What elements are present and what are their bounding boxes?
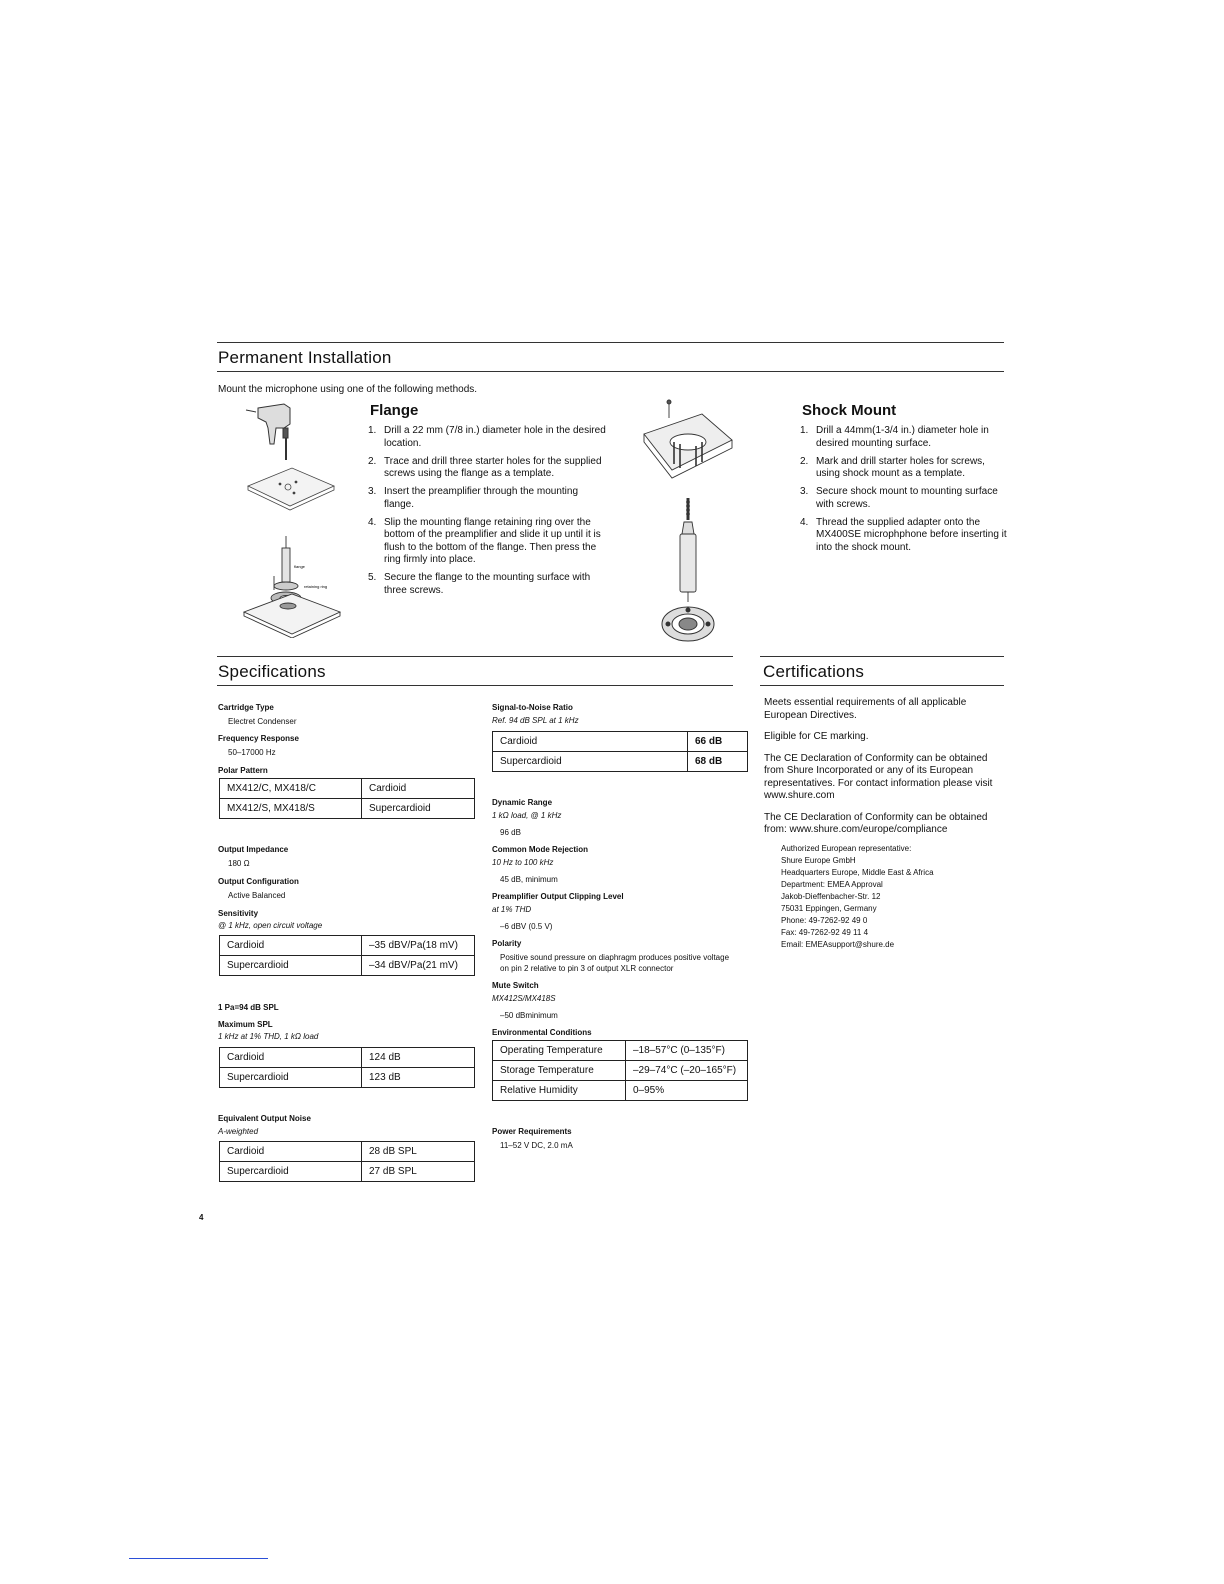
table-row: MX412/S, MX418/S Supercardioid xyxy=(220,799,475,819)
equivalent-output-noise-label: Equivalent Output Noise xyxy=(218,1114,311,1123)
shock-mount-step: 1. Drill a 44mm(1-3/4 in.) diameter hole in desired mounting surface. xyxy=(800,425,989,449)
table-row: Storage Temperature –29–74°C (–20–165°F) xyxy=(493,1061,748,1081)
cartridge-type-value: Electret Condenser xyxy=(228,717,297,726)
shock-mount-step: 4. Thread the supplied adapter onto the MX400SE microphphone before inserting it into the shock mount. xyxy=(800,516,1007,553)
output-impedance-value: 180 Ω xyxy=(228,859,250,868)
output-configuration-label: Output Configuration xyxy=(218,877,299,886)
rule-under-cert-title xyxy=(760,685,1004,686)
mounting-board-icon xyxy=(248,468,334,510)
certifications-text xyxy=(764,697,1004,846)
flange-illustration xyxy=(236,398,356,638)
cmr-note: 10 Hz to 100 kHz xyxy=(492,858,554,867)
address-line: Department: EMEA Approval xyxy=(781,880,883,889)
table-row: Supercardioid –34 dBV/Pa(21 mV) xyxy=(220,956,475,976)
address-line: Jakob-Dieffenbacher-Str. 12 xyxy=(781,892,881,901)
cert-paragraph: The CE Declaration of Conformity can be obtained from Shure Incorporated or any of its European representatives. For contact information please visit www.shure.com xyxy=(764,752,993,801)
address-line: Headquarters Europe, Middle East & Africa xyxy=(781,868,934,877)
snr-note: Ref. 94 dB SPL at 1 kHz xyxy=(492,716,579,725)
flange-step: 2. Trace and drill three starter holes for the supplied screws using the flange as a template. xyxy=(368,455,602,479)
intro-text: Mount the microphone using one of the following methods. xyxy=(218,384,478,395)
table-row: Cardioid –35 dBV/Pa(18 mV) xyxy=(220,936,475,956)
power-requirements-value: 11–52 V DC, 2.0 mA xyxy=(500,1141,573,1150)
dynamic-range-value: 96 dB xyxy=(500,828,521,837)
table-row: Supercardioid 68 dB xyxy=(493,752,748,772)
mute-switch-value: –50 dBminimum xyxy=(500,1011,558,1020)
shock-mount-base-icon xyxy=(644,400,732,478)
dynamic-range-label: Dynamic Range xyxy=(492,798,553,807)
table-row: Cardioid 66 dB xyxy=(493,732,748,752)
rule-under-permanent-title xyxy=(217,371,1004,372)
frequency-response-label: Frequency Response xyxy=(218,734,299,743)
table-row: Supercardioid 123 dB xyxy=(220,1068,475,1088)
clipping-level-value: –6 dBV (0.5 V) xyxy=(500,922,553,931)
cert-paragraph: Meets essential requirements of all applicable European Directives. xyxy=(764,697,967,721)
cert-paragraph: Eligible for CE marking. xyxy=(764,731,869,742)
cert-paragraph: The CE Declaration of Conformity can be obtained from: www.shure.com/europe/compliance xyxy=(764,811,988,835)
equivalent-output-noise-table xyxy=(219,1141,475,1182)
table-row: MX412/C, MX418/C Cardioid xyxy=(220,779,475,799)
output-configuration-value: Active Balanced xyxy=(228,891,286,900)
sensitivity-note: @ 1 kHz, open circuit voltage xyxy=(218,921,323,930)
footer-link-underline xyxy=(129,1558,268,1559)
maximum-spl-note: 1 kHz at 1% THD, 1 kΩ load xyxy=(218,1032,319,1041)
rule-under-specs-title xyxy=(217,685,733,686)
shock-mount-title: Shock Mount xyxy=(802,402,897,419)
cartridge-type-label: Cartridge Type xyxy=(218,703,274,712)
flange-step: 5. Secure the flange to the mounting surface with three screws. xyxy=(368,572,591,596)
clipping-level-note: at 1% THD xyxy=(492,905,532,914)
shock-mount-step: 2. Mark and drill starter holes for screws, using shock mount as a template. xyxy=(800,455,985,479)
maximum-spl-table xyxy=(219,1047,475,1088)
address-line: Fax: 49-7262-92 49 11 4 xyxy=(781,928,869,937)
address-line: Shure Europe GmbH xyxy=(781,856,856,865)
address-line: Authorized European representative: xyxy=(781,844,912,853)
flange-diagram-label: flange xyxy=(294,564,305,569)
address-line: Phone: 49-7262-92 49 0 xyxy=(781,916,868,925)
mute-switch-label: Mute Switch xyxy=(492,981,539,990)
retaining-ring-diagram-label: retaining ring xyxy=(304,584,328,589)
polar-pattern-label: Polar Pattern xyxy=(218,766,268,775)
equivalent-output-noise-note: A-weighted xyxy=(218,1127,259,1136)
maximum-spl-label: Maximum SPL xyxy=(218,1020,273,1029)
table-row: Cardioid 124 dB xyxy=(220,1048,475,1068)
specs-top-rule xyxy=(217,656,733,657)
mute-switch-note: MX412S/MX418S xyxy=(492,994,556,1003)
pascal-note: 1 Pa=94 dB SPL xyxy=(218,1003,279,1012)
power-requirements-label: Power Requirements xyxy=(492,1127,572,1136)
microphone-preamp-icon xyxy=(680,498,696,602)
environmental-conditions-label: Environmental Conditions xyxy=(492,1028,592,1037)
dynamic-range-note: 1 kΩ load, @ 1 kHz xyxy=(492,811,562,820)
snr-table xyxy=(492,731,748,772)
section-title-specifications: Specifications xyxy=(218,662,326,681)
flange-title: Flange xyxy=(370,402,419,419)
shock-mount-step: 3. Secure shock mount to mounting surface with screws. xyxy=(800,486,998,510)
section-title-permanent-installation: Permanent Installation xyxy=(218,348,392,367)
environmental-conditions-table xyxy=(492,1040,748,1101)
table-row: Cardioid 28 dB SPL xyxy=(220,1142,475,1162)
table-row: Supercardioid 27 dB SPL xyxy=(220,1162,475,1182)
clipping-level-label: Preamplifier Output Clipping Level xyxy=(492,892,624,901)
table-row: Operating Temperature –18–57°C (0–135°F) xyxy=(493,1041,748,1061)
page-number: 4 xyxy=(199,1213,204,1222)
flange-step: 1. Drill a 22 mm (7/8 in.) diameter hole in the desired location. xyxy=(368,425,606,449)
drill-icon xyxy=(246,404,290,460)
top-rule xyxy=(217,342,1004,343)
sensitivity-table xyxy=(219,935,475,976)
polar-pattern-table xyxy=(219,778,475,819)
address-line: 75031 Eppingen, Germany xyxy=(781,904,877,913)
polarity-value: Positive sound pressure on diaphragm produces positive voltage on pin 2 relative to pin 3 of output XLR connector xyxy=(500,953,730,973)
cmr-label: Common Mode Rejection xyxy=(492,845,589,854)
shock-mount-illustration xyxy=(636,398,746,648)
snr-label: Signal-to-Noise Ratio xyxy=(492,703,573,712)
cert-top-rule xyxy=(760,656,1004,657)
polarity-label: Polarity xyxy=(492,939,522,948)
table-row: Relative Humidity 0–95% xyxy=(493,1081,748,1101)
frequency-response-value: 50–17000 Hz xyxy=(228,748,276,757)
flange-steps xyxy=(368,425,606,603)
shock-mount-steps xyxy=(800,425,1010,560)
address-line: Email: EMEAsupport@shure.de xyxy=(781,940,895,949)
european-representative-address xyxy=(781,843,1001,951)
flange-step: 3. Insert the preamplifier through the mounting flange. xyxy=(368,486,578,510)
shock-mount-ring-icon xyxy=(662,607,714,641)
flange-step: 4. Slip the mounting flange retaining ring over the bottom of the preamplifier and slide it up until it is flush to the bottom of the flange. Then press the ring firmly into place. xyxy=(368,516,601,565)
section-title-certifications: Certifications xyxy=(763,662,865,681)
output-impedance-label: Output Impedance xyxy=(218,845,289,854)
cmr-value: 45 dB, minimum xyxy=(500,875,558,884)
sensitivity-label: Sensitivity xyxy=(218,909,259,918)
